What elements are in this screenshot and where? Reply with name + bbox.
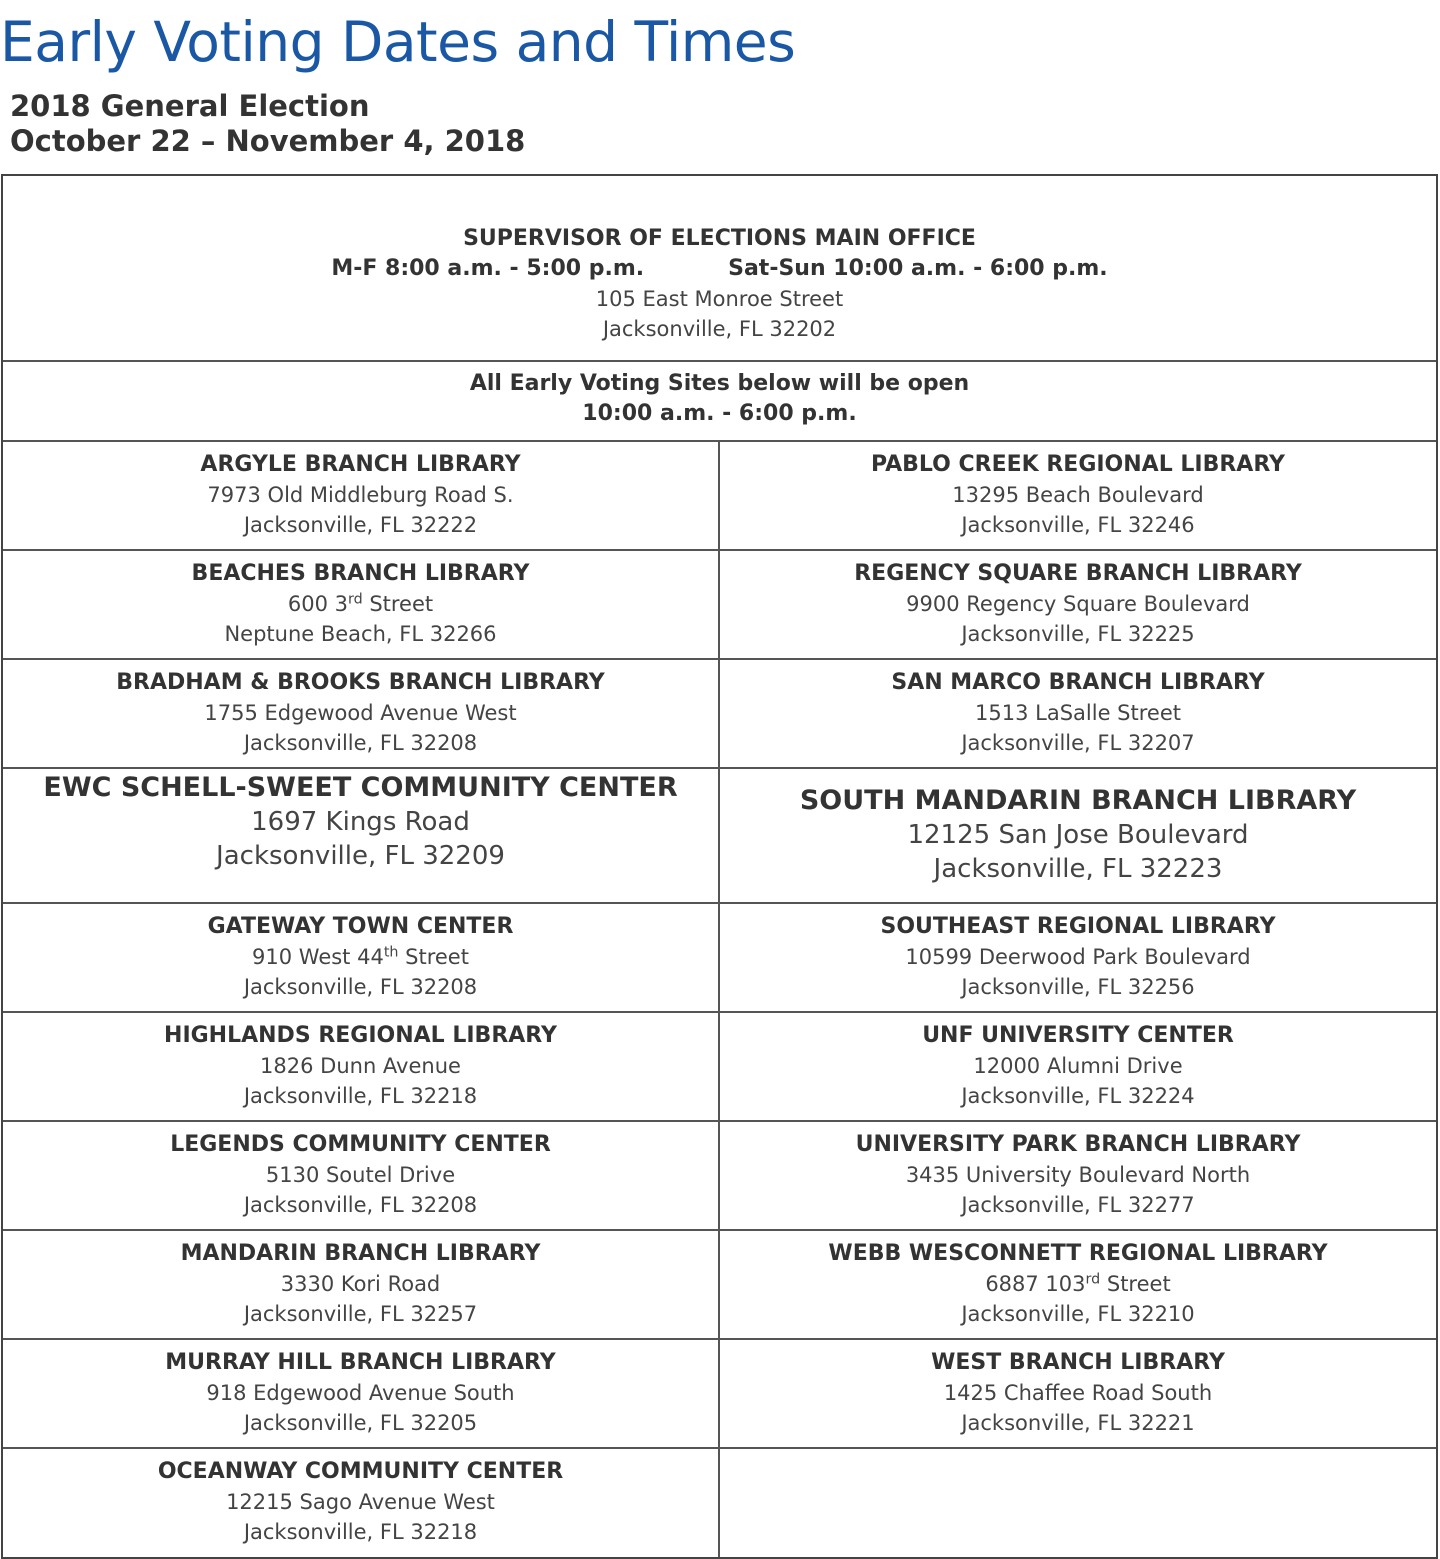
site-name: LEGENDS COMMUNITY CENTER bbox=[170, 1131, 551, 1157]
page-title: Early Voting Dates and Times bbox=[0, 10, 796, 74]
site-street: 1697 Kings Road bbox=[251, 807, 470, 837]
main-office-street: 105 East Monroe Street bbox=[595, 287, 844, 311]
site-cell bbox=[720, 1231, 1436, 1340]
site-name: BRADHAM & BROOKS BRANCH LIBRARY bbox=[116, 669, 605, 695]
site-street: 6887 103rd Street bbox=[985, 1271, 1171, 1296]
site-city: Jacksonville, FL 32222 bbox=[243, 512, 478, 537]
site-street: 1425 Chaffee Road South bbox=[943, 1380, 1213, 1405]
site-street: 1513 LaSalle Street bbox=[975, 700, 1181, 725]
site-name: BEACHES BRANCH LIBRARY bbox=[191, 560, 530, 586]
site-city: Jacksonville, FL 32207 bbox=[961, 730, 1195, 755]
site-street: 1826 Dunn Avenue bbox=[260, 1053, 461, 1078]
site-name: ARGYLE BRANCH LIBRARY bbox=[200, 451, 521, 477]
site-name: EWC SCHELL-SWEET COMMUNITY CENTER bbox=[43, 772, 678, 803]
site-name: OCEANWAY COMMUNITY CENTER bbox=[157, 1459, 564, 1484]
early-voting-sites-table bbox=[1, 174, 1438, 1559]
site-city: Jacksonville, FL 32210 bbox=[961, 1301, 1195, 1326]
site-city: Jacksonville, FL 32209 bbox=[216, 841, 505, 871]
site-cell bbox=[720, 904, 1436, 1013]
site-name: SOUTHEAST REGIONAL LIBRARY bbox=[880, 913, 1276, 939]
site-cell bbox=[3, 442, 720, 551]
site-name: PABLO CREEK REGIONAL LIBRARY bbox=[871, 451, 1285, 477]
site-name: MURRAY HILL BRANCH LIBRARY bbox=[165, 1349, 556, 1375]
election-dates: October 22 – November 4, 2018 bbox=[10, 124, 526, 158]
site-hours-note-line2: 10:00 a.m. - 6:00 p.m. bbox=[582, 401, 857, 426]
site-city: Jacksonville, FL 32221 bbox=[961, 1410, 1195, 1435]
site-cell bbox=[720, 769, 1436, 904]
main-office-hours bbox=[331, 254, 1107, 284]
site-city: Jacksonville, FL 32224 bbox=[961, 1083, 1195, 1108]
site-street: 3435 University Boulevard North bbox=[905, 1162, 1251, 1187]
site-cell bbox=[720, 442, 1436, 551]
site-city: Jacksonville, FL 32223 bbox=[933, 853, 1223, 884]
site-cell bbox=[3, 660, 720, 769]
site-city: Jacksonville, FL 32246 bbox=[961, 512, 1195, 537]
site-hours-note-line1: All Early Voting Sites below will be open bbox=[469, 371, 970, 396]
site-city: Jacksonville, FL 32225 bbox=[961, 621, 1195, 646]
site-grid bbox=[3, 442, 1436, 1557]
site-name: UNIVERSITY PARK BRANCH LIBRARY bbox=[855, 1131, 1301, 1157]
site-name: GATEWAY TOWN CENTER bbox=[207, 913, 514, 939]
site-cell bbox=[3, 1122, 720, 1231]
site-city: Jacksonville, FL 32208 bbox=[243, 730, 478, 755]
site-street: 9900 Regency Square Boulevard bbox=[906, 591, 1250, 616]
site-city: Neptune Beach, FL 32266 bbox=[224, 621, 497, 646]
main-office-block bbox=[3, 176, 1436, 362]
site-city: Jacksonville, FL 32257 bbox=[243, 1301, 478, 1326]
election-name: 2018 General Election bbox=[10, 89, 370, 123]
site-name: REGENCY SQUARE BRANCH LIBRARY bbox=[854, 560, 1302, 586]
site-hours-note bbox=[3, 362, 1436, 442]
site-street: 13295 Beach Boulevard bbox=[952, 482, 1204, 507]
site-street: 12215 Sago Avenue West bbox=[226, 1490, 495, 1514]
site-street: 12000 Alumni Drive bbox=[973, 1053, 1183, 1078]
site-cell bbox=[720, 1013, 1436, 1122]
site-cell bbox=[3, 1340, 720, 1449]
site-city: Jacksonville, FL 32218 bbox=[243, 1083, 478, 1108]
site-cell bbox=[3, 1449, 720, 1557]
site-cell bbox=[720, 551, 1436, 660]
main-office-city: Jacksonville, FL 32202 bbox=[602, 317, 837, 341]
site-cell bbox=[720, 660, 1436, 769]
site-cell bbox=[3, 1231, 720, 1340]
site-name: SAN MARCO BRANCH LIBRARY bbox=[891, 669, 1265, 695]
weekend-hours: Sat-Sun 10:00 a.m. - 6:00 p.m. bbox=[728, 256, 1108, 281]
weekday-hours: M-F 8:00 a.m. - 5:00 p.m. bbox=[331, 256, 645, 281]
site-street: 910 West 44th Street bbox=[252, 944, 469, 969]
site-city: Jacksonville, FL 32218 bbox=[243, 1520, 478, 1544]
site-cell bbox=[3, 904, 720, 1013]
site-street: 7973 Old Middleburg Road S. bbox=[207, 482, 514, 507]
site-street: 3330 Kori Road bbox=[280, 1271, 441, 1296]
site-city: Jacksonville, FL 32277 bbox=[961, 1192, 1195, 1217]
site-street: 600 3rd Street bbox=[287, 591, 434, 616]
site-street: 5130 Soutel Drive bbox=[265, 1162, 456, 1187]
site-name: HIGHLANDS REGIONAL LIBRARY bbox=[164, 1022, 557, 1048]
site-cell bbox=[3, 1013, 720, 1122]
site-city: Jacksonville, FL 32205 bbox=[243, 1410, 478, 1435]
main-office-name: SUPERVISOR OF ELECTIONS MAIN OFFICE bbox=[463, 226, 976, 251]
site-street: 10599 Deerwood Park Boulevard bbox=[905, 944, 1251, 969]
site-name: SOUTH MANDARIN BRANCH LIBRARY bbox=[799, 784, 1357, 816]
site-cell bbox=[720, 1340, 1436, 1449]
site-city: Jacksonville, FL 32208 bbox=[243, 1192, 478, 1217]
site-street: 1755 Edgewood Avenue West bbox=[204, 700, 517, 725]
site-cell bbox=[720, 1122, 1436, 1231]
site-name: WEST BRANCH LIBRARY bbox=[931, 1349, 1225, 1375]
site-street: 12125 San Jose Boulevard bbox=[907, 819, 1249, 850]
site-name: WEBB WESCONNETT REGIONAL LIBRARY bbox=[828, 1240, 1328, 1266]
site-city: Jacksonville, FL 32256 bbox=[961, 974, 1195, 999]
empty-site-cell bbox=[720, 1449, 1436, 1557]
site-cell bbox=[3, 551, 720, 660]
site-name: MANDARIN BRANCH LIBRARY bbox=[180, 1240, 541, 1266]
site-street: 918 Edgewood Avenue South bbox=[206, 1380, 515, 1405]
site-city: Jacksonville, FL 32208 bbox=[243, 974, 478, 999]
site-name: UNF UNIVERSITY CENTER bbox=[922, 1022, 1234, 1048]
site-cell bbox=[3, 769, 720, 904]
